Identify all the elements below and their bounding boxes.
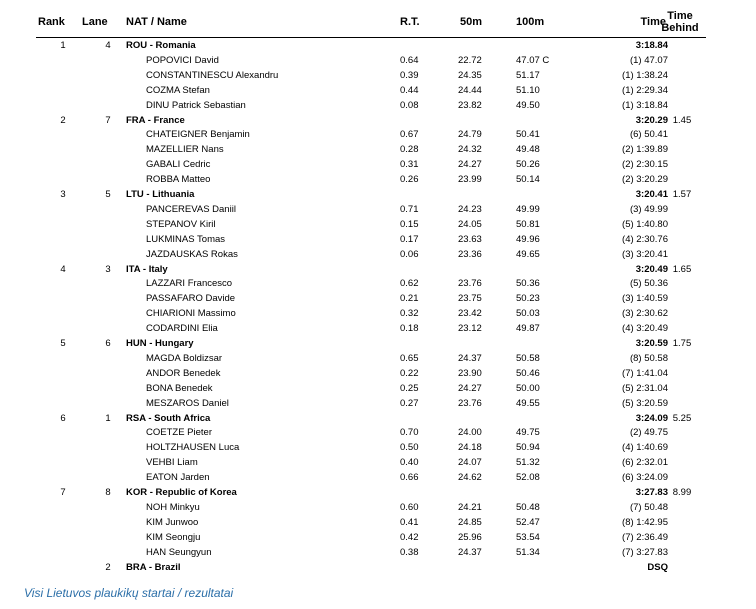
swimmer-split-50: 24.23	[458, 203, 482, 215]
team-lane: 4	[105, 40, 111, 51]
swimmer-split-100: 49.87	[516, 323, 540, 335]
swimmer-split-50: 22.72	[458, 54, 482, 66]
swimmer-split-50: 24.37	[458, 546, 482, 558]
team-time: 3:20.49	[635, 263, 668, 275]
swimmer-reaction-time: 0.41	[400, 516, 419, 528]
swimmer-row	[0, 381, 756, 396]
team-row	[0, 485, 756, 500]
team-lane: 8	[105, 487, 111, 498]
swimmer-split-100: 51.10	[516, 84, 540, 96]
swimmer-split-50: 24.07	[458, 457, 482, 469]
swimmer-split-100: 50.94	[516, 442, 540, 454]
team-lane: 7	[105, 114, 111, 126]
header-reaction-time: R.T.	[400, 16, 420, 28]
team-time-behind: 8.99	[672, 487, 692, 498]
team-rank: 3	[60, 189, 66, 200]
swimmer-split-100: 49.50	[516, 99, 540, 111]
header-rank: Rank	[38, 16, 65, 28]
team-name: BRA - Brazil	[126, 561, 181, 573]
swimmer-split-100: 51.34	[516, 546, 540, 558]
team-lane: 1	[105, 412, 111, 424]
swimmer-name: EATON Jarden	[146, 472, 210, 484]
team-lane: 5	[105, 189, 111, 200]
swimmer-split-50: 23.63	[458, 233, 482, 245]
swimmer-time: (8) 1:42.95	[622, 516, 668, 528]
swimmer-row	[0, 351, 756, 366]
swimmer-time: (2) 1:39.89	[622, 144, 668, 156]
header-lane: Lane	[82, 16, 108, 28]
swimmer-split-50: 23.36	[458, 248, 482, 260]
swimmer-name: COETZE Pieter	[146, 427, 212, 439]
swimmer-split-50: 24.27	[458, 159, 482, 171]
swimmer-split-50: 23.42	[458, 308, 482, 320]
swimmer-row	[0, 425, 756, 440]
swimmer-row	[0, 515, 756, 530]
team-name: ROU - Romania	[126, 40, 196, 51]
swimmer-reaction-time: 0.25	[400, 382, 419, 394]
swimmer-split-100: 50.81	[516, 218, 540, 230]
swimmer-split-100: 50.23	[516, 293, 540, 305]
team-time-behind: 1.57	[672, 189, 692, 200]
swimmer-time: (3) 49.99	[629, 203, 668, 215]
team-time: 3:20.29	[635, 114, 668, 126]
table-header	[0, 8, 756, 38]
team-row	[0, 336, 756, 351]
swimmer-name: BONA Benedek	[146, 382, 213, 394]
swimmer-split-50: 24.32	[458, 144, 482, 156]
swimmer-time: (4) 2:30.76	[622, 233, 668, 245]
swimmer-name: VEHBI Liam	[146, 457, 198, 469]
swimmer-time: (6) 50.41	[629, 129, 668, 141]
swimmer-split-100: 50.46	[516, 367, 540, 379]
swimmer-split-100: 50.48	[516, 501, 540, 513]
swimmer-time: (2) 49.75	[629, 427, 668, 439]
swimmer-name: LAZZARI Francesco	[146, 278, 233, 290]
swimmer-split-50: 23.82	[458, 99, 482, 111]
swimmer-name: NOH Minkyu	[146, 501, 200, 513]
swimmer-split-50: 24.85	[458, 516, 482, 528]
swimmer-time: (7) 3:27.83	[622, 546, 668, 558]
swimmer-name: GABALI Cedric	[146, 159, 211, 171]
swimmer-row	[0, 455, 756, 470]
swimmer-split-100: 50.00	[516, 382, 540, 394]
team-rank: 1	[60, 40, 66, 51]
team-lane: 6	[105, 338, 111, 349]
team-time: 3:18.84	[635, 40, 668, 51]
swimmer-row	[0, 530, 756, 545]
swimmer-reaction-time: 0.60	[400, 501, 419, 513]
swimmer-split-100: 47.07 C	[516, 54, 550, 66]
swimmer-time: (4) 1:40.69	[622, 442, 668, 454]
team-rank: 2	[60, 114, 66, 126]
team-row	[0, 113, 756, 128]
team-rank: 7	[60, 487, 66, 498]
team-time-behind: 1.65	[672, 263, 692, 275]
swimmer-time: (5) 3:20.59	[622, 397, 668, 409]
swimmer-split-50: 23.76	[458, 397, 482, 409]
team-name: RSA - South Africa	[126, 412, 211, 424]
swimmer-name: CHATEIGNER Benjamin	[146, 129, 250, 141]
swimmer-name: LUKMINAS Tomas	[146, 233, 226, 245]
team-time: 3:27.83	[635, 487, 668, 498]
swimmer-reaction-time: 0.06	[400, 248, 419, 260]
swimmer-time: (5) 50.36	[629, 278, 668, 290]
swimmer-split-100: 50.58	[516, 352, 540, 364]
swimmer-name: MAZELLIER Nans	[146, 144, 224, 156]
header-split-100: 100m	[516, 16, 545, 28]
team-time-behind: 1.75	[672, 338, 692, 349]
swimmer-row	[0, 68, 756, 83]
swimmer-row	[0, 142, 756, 157]
swimmer-time: (5) 2:31.04	[622, 382, 668, 394]
swimmer-split-50: 24.21	[458, 501, 482, 513]
swimmer-time: (7) 1:41.04	[622, 367, 668, 379]
swimmer-split-50: 24.44	[458, 84, 482, 96]
swimmer-time: (3) 3:20.41	[622, 248, 668, 260]
swimmer-reaction-time: 0.27	[400, 397, 419, 409]
swimmer-reaction-time: 0.38	[400, 546, 419, 558]
team-time-behind: 1.45	[672, 114, 692, 126]
team-row	[0, 38, 756, 53]
swimmer-split-100: 52.08	[516, 472, 540, 484]
header-behind-line1: Time	[667, 10, 693, 22]
swimmer-time: (7) 50.48	[629, 501, 668, 513]
swimmer-time: (2) 2:30.15	[622, 159, 668, 171]
swimmer-reaction-time: 0.50	[400, 442, 419, 454]
team-rank: 4	[60, 263, 66, 275]
team-name: LTU - Lithuania	[126, 189, 195, 200]
swimmer-split-100: 49.75	[516, 427, 540, 439]
team-row	[0, 411, 756, 426]
swimmer-reaction-time: 0.15	[400, 218, 419, 230]
swimmer-split-50: 24.62	[458, 472, 482, 484]
team-time-behind: 5.25	[672, 412, 692, 424]
swimmer-split-50: 24.00	[458, 427, 482, 439]
swimmer-row	[0, 217, 756, 232]
swimmer-reaction-time: 0.67	[400, 129, 419, 141]
swimmer-reaction-time: 0.08	[400, 99, 419, 111]
swimmer-row	[0, 157, 756, 172]
swimmer-row	[0, 98, 756, 113]
swimmer-reaction-time: 0.32	[400, 308, 419, 320]
swimmer-time: (1) 2:29.34	[622, 84, 668, 96]
swimmer-split-100: 51.32	[516, 457, 540, 469]
swimmer-reaction-time: 0.18	[400, 323, 419, 335]
swimmer-split-50: 23.76	[458, 278, 482, 290]
swimmer-time: (8) 50.58	[629, 352, 668, 364]
swimmer-name: HAN Seungyun	[146, 546, 212, 558]
swimmer-name: KIM Seongju	[146, 531, 201, 543]
swimmer-time: (6) 2:32.01	[622, 457, 668, 469]
swimmer-name: CONSTANTINESCU Alexandru	[146, 69, 279, 81]
swimmer-name: DINU Patrick Sebastian	[146, 99, 246, 111]
swimmer-name: MESZAROS Daniel	[146, 397, 229, 409]
header-time-behind	[652, 10, 708, 34]
swimmer-time: (1) 47.07	[629, 54, 668, 66]
swimmer-row	[0, 232, 756, 247]
swimmer-row	[0, 276, 756, 291]
swimmer-time: (3) 1:40.59	[622, 293, 668, 305]
swimmer-reaction-time: 0.62	[400, 278, 419, 290]
swimmer-name: MAGDA Boldizsar	[146, 352, 223, 364]
swimmer-reaction-time: 0.17	[400, 233, 419, 245]
swimmer-reaction-time: 0.65	[400, 352, 419, 364]
team-row	[0, 262, 756, 277]
swimmer-split-100: 50.26	[516, 159, 540, 171]
swimmer-reaction-time: 0.31	[400, 159, 419, 171]
swimmer-reaction-time: 0.21	[400, 293, 419, 305]
swimmer-row	[0, 53, 756, 68]
swimmer-row	[0, 202, 756, 217]
swimmer-row	[0, 306, 756, 321]
swimmer-split-50: 23.90	[458, 367, 482, 379]
swimmer-split-100: 49.55	[516, 397, 540, 409]
swimmer-row	[0, 127, 756, 142]
swimmer-reaction-time: 0.66	[400, 472, 419, 484]
swimmer-split-100: 50.36	[516, 278, 540, 290]
swimmer-row	[0, 545, 756, 560]
swimmer-row	[0, 440, 756, 455]
swimmer-split-50: 24.35	[458, 69, 482, 81]
swimmer-split-50: 23.12	[458, 323, 482, 335]
swimmer-name: CODARDINI Elia	[146, 323, 218, 335]
swimmer-row	[0, 366, 756, 381]
team-lane: 3	[105, 263, 111, 275]
swimmer-time: (7) 2:36.49	[622, 531, 668, 543]
swimmer-split-50: 24.37	[458, 352, 482, 364]
swimmer-reaction-time: 0.42	[400, 531, 419, 543]
team-rank: 5	[60, 338, 66, 349]
swimmer-time: (2) 3:20.29	[622, 174, 668, 186]
team-name: KOR - Republic of Korea	[126, 487, 237, 498]
swimmer-reaction-time: 0.71	[400, 203, 419, 215]
swimmer-name: COZMA Stefan	[146, 84, 210, 96]
swimmer-name: STEPANOV Kiril	[146, 218, 216, 230]
team-row	[0, 187, 756, 202]
swimmer-time: (1) 3:18.84	[622, 99, 668, 111]
swimmer-row	[0, 321, 756, 336]
swimmer-time: (4) 3:20.49	[622, 323, 668, 335]
swimmer-split-100: 49.99	[516, 203, 540, 215]
swimmer-reaction-time: 0.39	[400, 69, 419, 81]
swimmer-reaction-time: 0.28	[400, 144, 419, 156]
swimmer-split-50: 23.99	[458, 174, 482, 186]
swimmer-reaction-time: 0.22	[400, 367, 419, 379]
swimmer-name: CHIARIONI Massimo	[146, 308, 236, 320]
team-time: 3:24.09	[635, 412, 668, 424]
swimmer-split-100: 53.54	[516, 531, 540, 543]
swimmer-split-100: 50.41	[516, 129, 540, 141]
swimmer-name: ROBBA Matteo	[146, 174, 211, 186]
footer-link[interactable]: Visi Lietuvos plaukikų startai / rezultatai	[24, 586, 234, 600]
swimmer-name: KIM Junwoo	[146, 516, 199, 528]
team-rank: 6	[60, 412, 66, 424]
swimmer-split-50: 24.27	[458, 382, 482, 394]
swimmer-split-100: 50.14	[516, 174, 540, 186]
swimmer-split-50: 23.75	[458, 293, 482, 305]
team-name: FRA - France	[126, 114, 185, 126]
swimmer-split-100: 51.17	[516, 69, 540, 81]
header-name: NAT / Name	[126, 16, 187, 28]
team-time: 3:20.41	[635, 189, 668, 200]
swimmer-row	[0, 396, 756, 411]
swimmer-row	[0, 500, 756, 515]
swimmer-split-100: 49.48	[516, 144, 540, 156]
swimmer-split-100: 49.96	[516, 233, 540, 245]
swimmer-name: PASSAFARO Davide	[146, 293, 236, 305]
team-time: 3:20.59	[635, 338, 668, 349]
swimmer-split-50: 24.18	[458, 442, 482, 454]
header-split-50: 50m	[460, 16, 483, 28]
team-time: DSQ	[647, 561, 668, 573]
swimmer-reaction-time: 0.44	[400, 84, 419, 96]
swimmer-row	[0, 470, 756, 485]
swimmer-time: (1) 1:38.24	[622, 69, 668, 81]
swimmer-name: POPOVICI David	[146, 54, 219, 66]
swimmer-name: ANDOR Benedek	[146, 367, 221, 379]
header-behind-line2: Behind	[661, 22, 699, 34]
swimmer-time: (5) 1:40.80	[622, 218, 668, 230]
swimmer-name: PANCEREVAS Daniil	[146, 203, 236, 215]
swimmer-split-50: 24.05	[458, 218, 482, 230]
swimmer-row	[0, 247, 756, 262]
team-lane: 2	[105, 561, 111, 573]
swimmer-reaction-time: 0.64	[400, 54, 419, 66]
team-name: HUN - Hungary	[126, 338, 194, 349]
swimmer-row	[0, 291, 756, 306]
swimmer-reaction-time: 0.40	[400, 457, 419, 469]
swimmer-row	[0, 83, 756, 98]
header-time: Time	[640, 16, 666, 28]
swimmer-split-100: 50.03	[516, 308, 540, 320]
swimmer-time: (6) 3:24.09	[622, 472, 668, 484]
swimmer-row	[0, 172, 756, 187]
swimmer-split-100: 49.65	[516, 248, 540, 260]
swimmer-reaction-time: 0.26	[400, 174, 419, 186]
team-name: ITA - Italy	[126, 263, 168, 275]
swimmer-time: (3) 2:30.62	[622, 308, 668, 320]
swimmer-reaction-time: 0.70	[400, 427, 419, 439]
swimmer-name: JAZDAUSKAS Rokas	[146, 248, 238, 260]
team-row	[0, 560, 756, 575]
swimmer-name: HOLTZHAUSEN Luca	[146, 442, 240, 454]
swimmer-split-50: 25.96	[458, 531, 482, 543]
swimmer-split-50: 24.79	[458, 129, 482, 141]
swimmer-split-100: 52.47	[516, 516, 540, 528]
